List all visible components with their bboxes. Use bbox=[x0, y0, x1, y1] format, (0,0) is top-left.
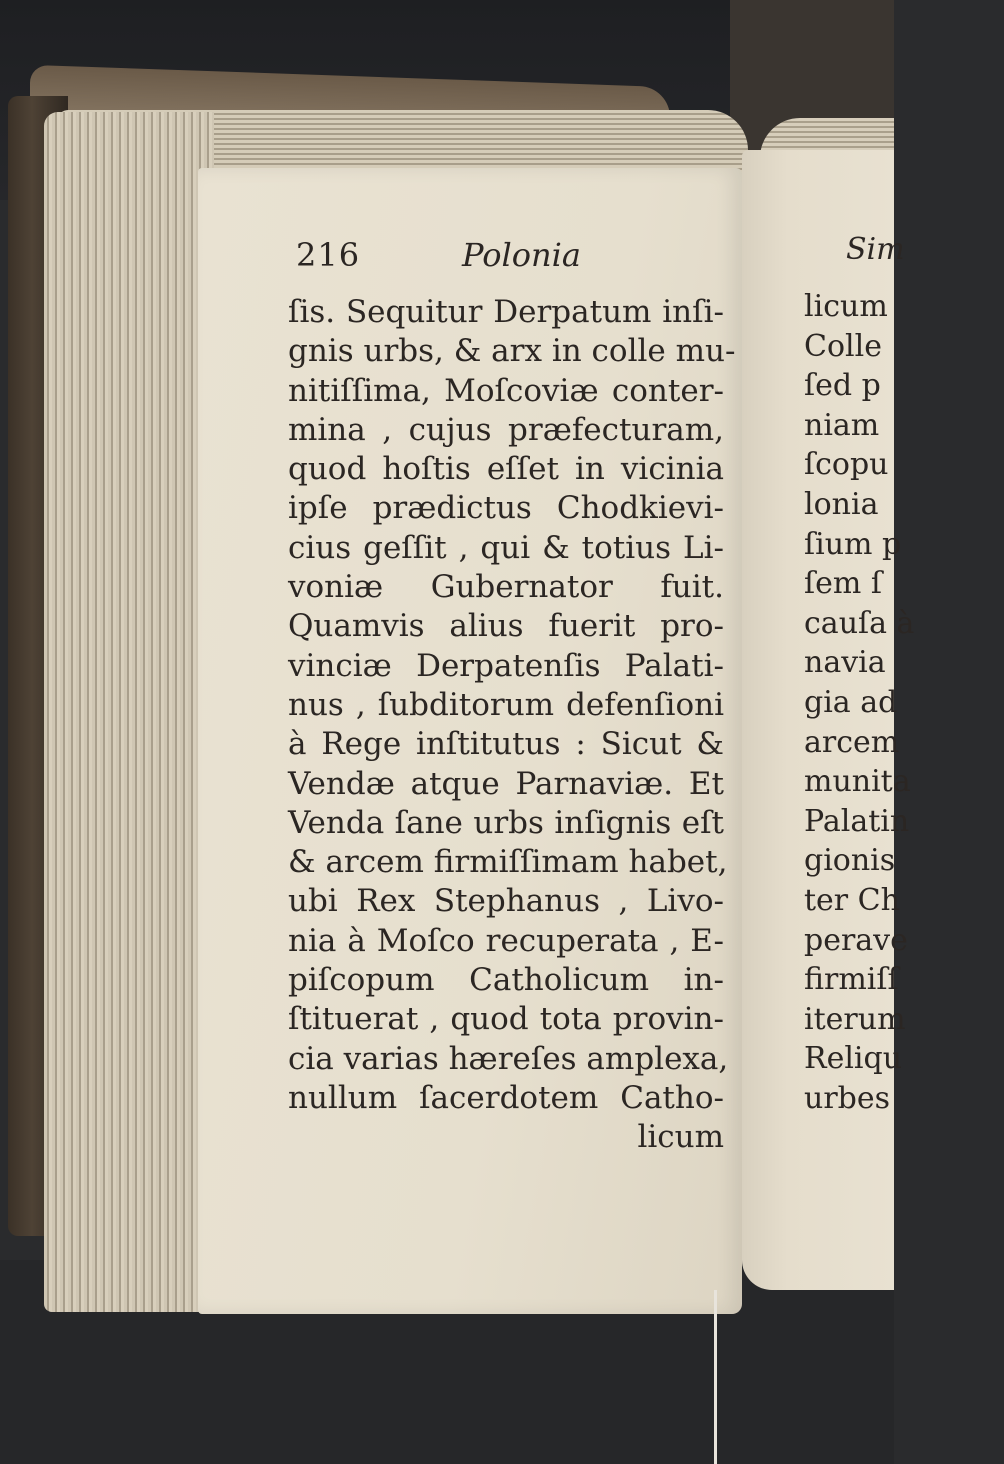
text-line: lonia bbox=[804, 486, 879, 522]
running-head: Polonia bbox=[462, 236, 581, 274]
text-line: navia bbox=[804, 645, 886, 681]
text-line: ſis. Sequitur Derpatum inſi- bbox=[288, 294, 724, 330]
text-line: quod hoſtis eſſet in vicinia bbox=[288, 451, 724, 488]
text-line: Quamvis alius fuerit pro- bbox=[288, 608, 724, 645]
text-line: ipſe prædictus Chodkievi- bbox=[288, 490, 724, 527]
text-line: ſtituerat , quod tota provin- bbox=[288, 1001, 724, 1038]
text-line: urbes bbox=[804, 1080, 891, 1116]
text-line: ubi Rex Stephanus , Livo- bbox=[288, 883, 724, 920]
text-line: Vendæ atque Parnaviæ. Et bbox=[288, 765, 724, 802]
text-line: firmiſſ bbox=[804, 962, 899, 998]
text-line: gia ad bbox=[804, 684, 898, 720]
text-line: mina , cujus præfecturam, bbox=[288, 411, 724, 448]
text-line: iterum bbox=[804, 1001, 906, 1037]
text-line: nia à Moſco recuperata , E- bbox=[288, 922, 724, 959]
catchword: licum bbox=[637, 1119, 724, 1156]
text-line: ſem ſ bbox=[804, 566, 882, 602]
text-line: ter Ch bbox=[804, 882, 900, 918]
text-line: perave bbox=[804, 922, 908, 958]
text-line: Colle bbox=[804, 328, 882, 364]
text-line: voniæ Gubernator fuit. bbox=[288, 569, 724, 606]
text-line: nus , ſubditorum defenſioni bbox=[288, 686, 724, 723]
text-line: niam bbox=[804, 407, 880, 443]
text-line: gionis bbox=[804, 843, 896, 879]
text-line: nitiſſima, Moſcoviæ conter- bbox=[288, 372, 724, 409]
text-line: cia varias hæreſes amplexa, bbox=[288, 1040, 729, 1077]
page-block-side bbox=[44, 112, 214, 1312]
page-number: 216 bbox=[296, 236, 361, 274]
text-line: cauſa à bbox=[804, 605, 915, 641]
text-line: & arcem firmiſſimam habet, bbox=[288, 844, 728, 881]
text-line: nullum ſacerdotem Catho- bbox=[288, 1079, 724, 1116]
text-line: vinciæ Derpatenſis Palati- bbox=[288, 647, 724, 684]
text-line: gnis urbs, & arx in colle mu- bbox=[288, 333, 736, 370]
gutter-line bbox=[714, 1290, 717, 1464]
text-line: Reliqu bbox=[804, 1041, 903, 1077]
text-line: munita bbox=[804, 764, 911, 800]
right-running-head: Sim bbox=[846, 232, 905, 267]
text-line: Palatin bbox=[804, 803, 910, 839]
text-line: piſcopum Catholicum in- bbox=[288, 962, 724, 999]
right-page-body bbox=[804, 287, 1004, 1118]
text-line: ſium p bbox=[804, 526, 902, 562]
left-page-body bbox=[288, 293, 736, 1158]
text-line: à Rege inſtitutus : Sicut & bbox=[288, 726, 724, 763]
text-line: ſed p bbox=[804, 368, 881, 404]
text-line: arcem bbox=[804, 724, 900, 760]
text-line: cius geſſit , qui & totius Li- bbox=[288, 529, 724, 566]
text-line: ſcopu bbox=[804, 447, 889, 483]
text-line: Venda ſane urbs inſignis eſt bbox=[288, 804, 724, 841]
text-line: licum bbox=[804, 289, 888, 324]
